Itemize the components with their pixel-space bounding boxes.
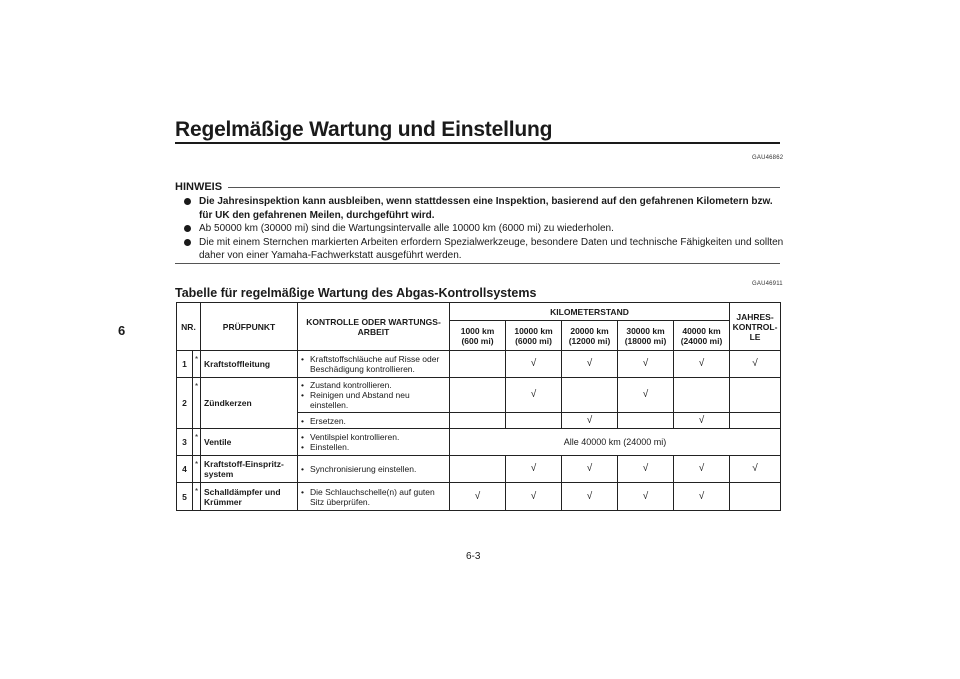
check-cell: √ [674,456,730,483]
row-work: • Ersetzen. [298,413,450,429]
check-cell [730,378,781,413]
check-cell: √ [618,483,674,511]
maintenance-table [176,302,781,511]
header-interval: 40000 km (24000 mi) [674,321,730,351]
check-cell: √ [506,456,562,483]
header-interval: 30000 km (18000 mi) [618,321,674,351]
check-cell [730,413,781,429]
chapter-number: 6 [118,323,126,338]
row-work: • Zustand kontrollieren. • Reinigen und Abstand neu einstellen. [298,378,450,413]
row-number: 3 [177,429,193,456]
note-heading: HINWEIS [175,181,223,193]
check-cell: √ [618,378,674,413]
row-work: • Ventilspiel kontrollieren. • Einstellen. [298,429,450,456]
row-work: • Synchronisierung einstellen. [298,456,450,483]
check-cell [674,378,730,413]
table-row [177,483,781,511]
check-cell [450,456,506,483]
row-item: Zündkerzen [201,378,298,429]
note-bullet: Die Jahresinspektion kann ausbleiben, wenn stattdessen eine Inspektion, basierend auf den gefahrenen Kilometern bzw. für UK den gefahrenen Meilen, durchgeführt wird. [184,195,784,222]
check-cell [450,378,506,413]
header-km: KILOMETERSTAND [450,303,730,321]
row-number: 4 [177,456,193,483]
check-cell: √ [506,483,562,511]
page-title: Regelmäßige Wartung und Einstellung [175,118,553,141]
row-work: • Kraftstoffschläuche auf Risse oder Beschädigung kontrollieren. [298,351,450,378]
check-cell: √ [674,351,730,378]
star-mark: * [193,429,201,456]
row-number: 2 [177,378,193,429]
star-mark: * [193,351,201,378]
section-title: Tabelle für regelmäßige Wartung des Abgas-Kontrollsystems [175,286,537,300]
row-work: • Die Schlauchschelle(n) auf guten Sitz überprüfen. [298,483,450,511]
check-cell: √ [730,456,781,483]
header-item: PRÜFPUNKT [201,303,298,351]
check-cell: √ [562,351,618,378]
check-cell [450,351,506,378]
page-number: 6-3 [466,551,481,562]
header-nr: NR. [177,303,201,351]
title-rule [175,142,780,144]
header-work: KONTROLLE ODER WARTUNGS-ARBEIT [298,303,450,351]
check-cell [618,413,674,429]
check-cell [562,378,618,413]
check-cell: √ [674,483,730,511]
check-cell: √ [450,483,506,511]
header-annual: JAHRES-KONTROL-LE [730,303,781,351]
check-cell: √ [674,413,730,429]
note-bullet: Ab 50000 km (30000 mi) sind die Wartungsintervalle alle 10000 km (6000 mi) zu wiederholen. [184,222,784,236]
table-row [177,456,781,483]
row-item: Kraftstoff-Einspritz-system [201,456,298,483]
table-row [177,351,781,378]
interval-note: Alle 40000 km (24000 mi) [450,429,781,456]
row-number: 1 [177,351,193,378]
star-mark: * [193,378,201,429]
table-row [177,378,781,413]
table-row [177,429,781,456]
row-number: 5 [177,483,193,511]
row-item: Ventile [201,429,298,456]
check-cell: √ [730,351,781,378]
check-cell: √ [506,351,562,378]
row-item: Schalldämpfer und Krümmer [201,483,298,511]
header-interval: 1000 km (600 mi) [450,321,506,351]
note-bullets [184,195,784,263]
check-cell: √ [618,351,674,378]
check-cell: √ [618,456,674,483]
star-mark: * [193,456,201,483]
star-mark: * [193,483,201,511]
check-cell [450,413,506,429]
header-interval: 10000 km (6000 mi) [506,321,562,351]
check-cell: √ [562,483,618,511]
note-end-rule [175,263,780,264]
check-cell: √ [562,456,618,483]
row-item: Kraftstoffleitung [201,351,298,378]
table-code: GAU46911 [752,281,783,287]
header-interval: 20000 km (12000 mi) [562,321,618,351]
check-cell [730,483,781,511]
check-cell [506,413,562,429]
note-heading-rule [228,187,780,188]
check-cell: √ [506,378,562,413]
check-cell: √ [562,413,618,429]
note-bullet: Die mit einem Sternchen markierten Arbeiten erfordern Spezialwerkzeuge, besondere Daten und technische Fähigkeiten und sollten daher von einer Yamaha-Fachwerkstatt ausgeführt werden. [184,236,784,263]
note-code: GAU46862 [752,155,784,161]
